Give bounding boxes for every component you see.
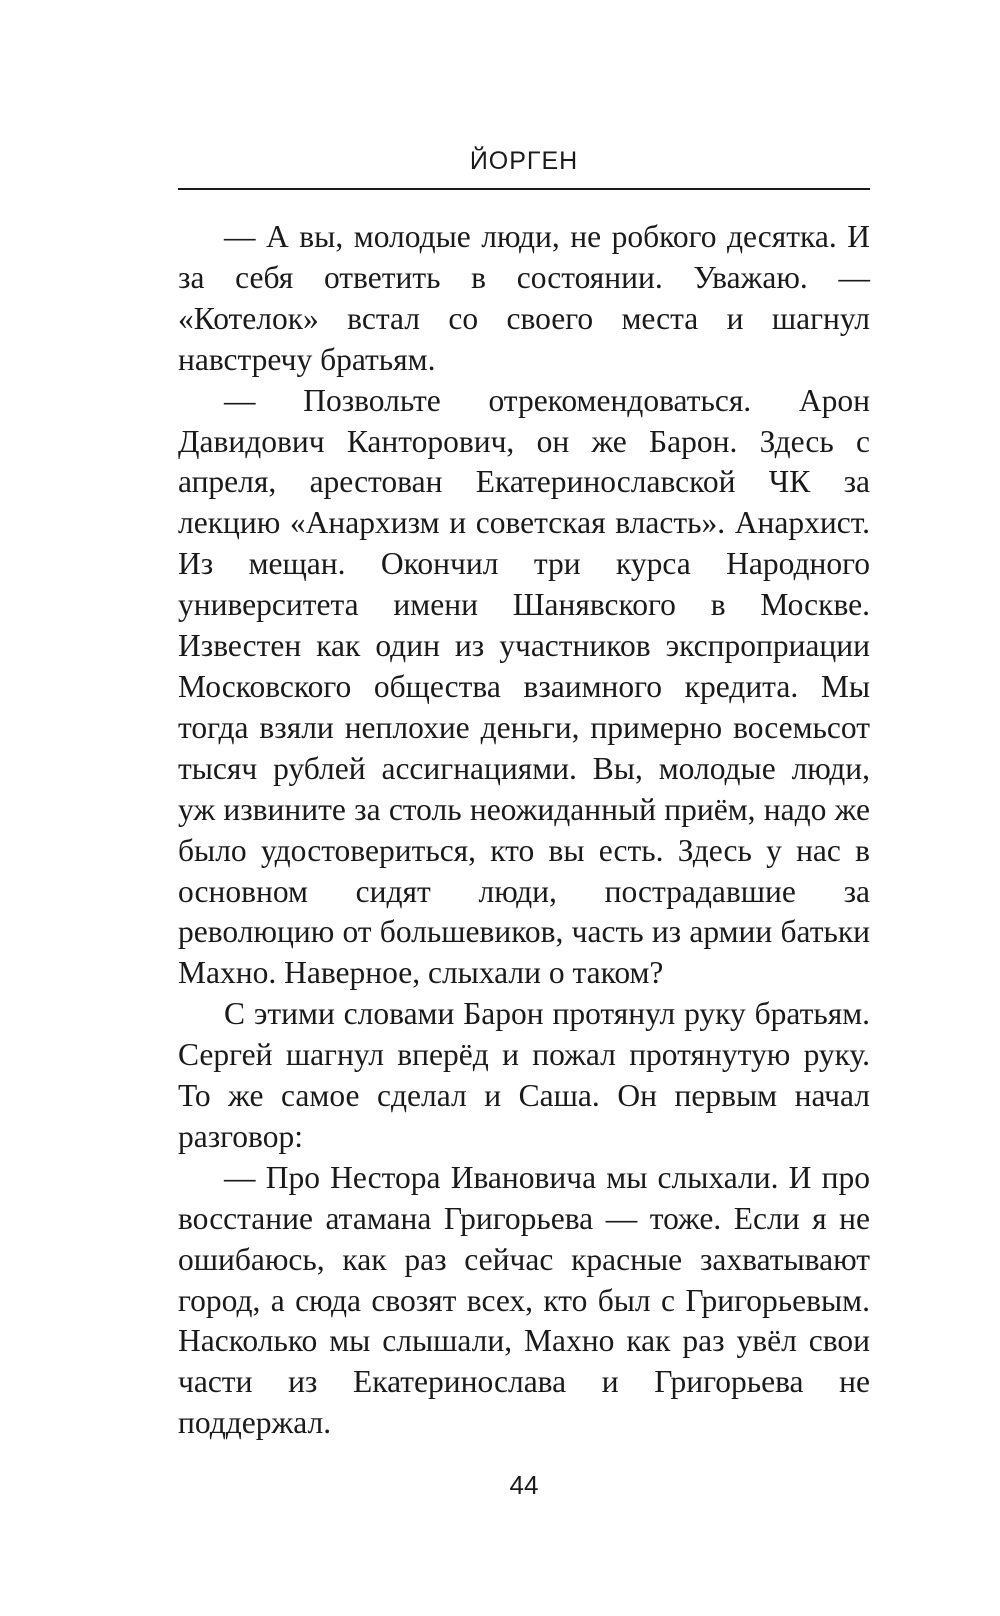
page-number: 44: [509, 1470, 539, 1500]
body-text: [178, 217, 870, 1444]
paragraph-1: — А вы, молодые люди, не робкого десятка. И за себя ответить в состоянии. Уважаю. — «Котелок» встал со своего места и шагнул навстречу братьям.: [178, 219, 870, 377]
paragraph-2: — Позвольте отрекомендоваться. Арон Давидович Канторович, он же Барон. Здесь с апреля, арестован Екатеринославской ЧК за лекцию «Анархизм и советская власть». Анархист. Из мещан. Окончил три курса Народного университета имени Шанявского в Москве. Известен как один из участников экспроприации Московского общества взаимного кредита. Мы тогда взяли неплохие деньги, примерно восемьсот тысяч рублей ассигнациями. Вы, молодые люди, уж извините за столь неожиданный приём, надо же было удостовериться, кто вы есть. Здесь у нас в основном сидят люди, пострадавшие за революцию от большевиков, часть из армии батьки Махно. Наверное, слыхали о таком?: [178, 382, 870, 991]
paragraph-4: — Про Нестора Ивановича мы слыхали. И про восстание атамана Григорьева — тоже. Если я не ошибаюсь, как раз сейчас красные захватывают город, а сюда свозят всех, кто был с Григорьевым. Насколько мы слышали, Махно как раз увёл свои части из Екатеринослава и Григорьева не поддержал.: [178, 1159, 870, 1441]
running-title: ЙОРГЕН: [469, 147, 579, 175]
paragraph-3: С этими словами Барон протянул руку братьям. Сергей шагнул вперёд и пожал протянутую руку. То же самое сделал и Саша. Он первым начал разговор:: [178, 996, 870, 1154]
header-rule: [178, 188, 870, 190]
